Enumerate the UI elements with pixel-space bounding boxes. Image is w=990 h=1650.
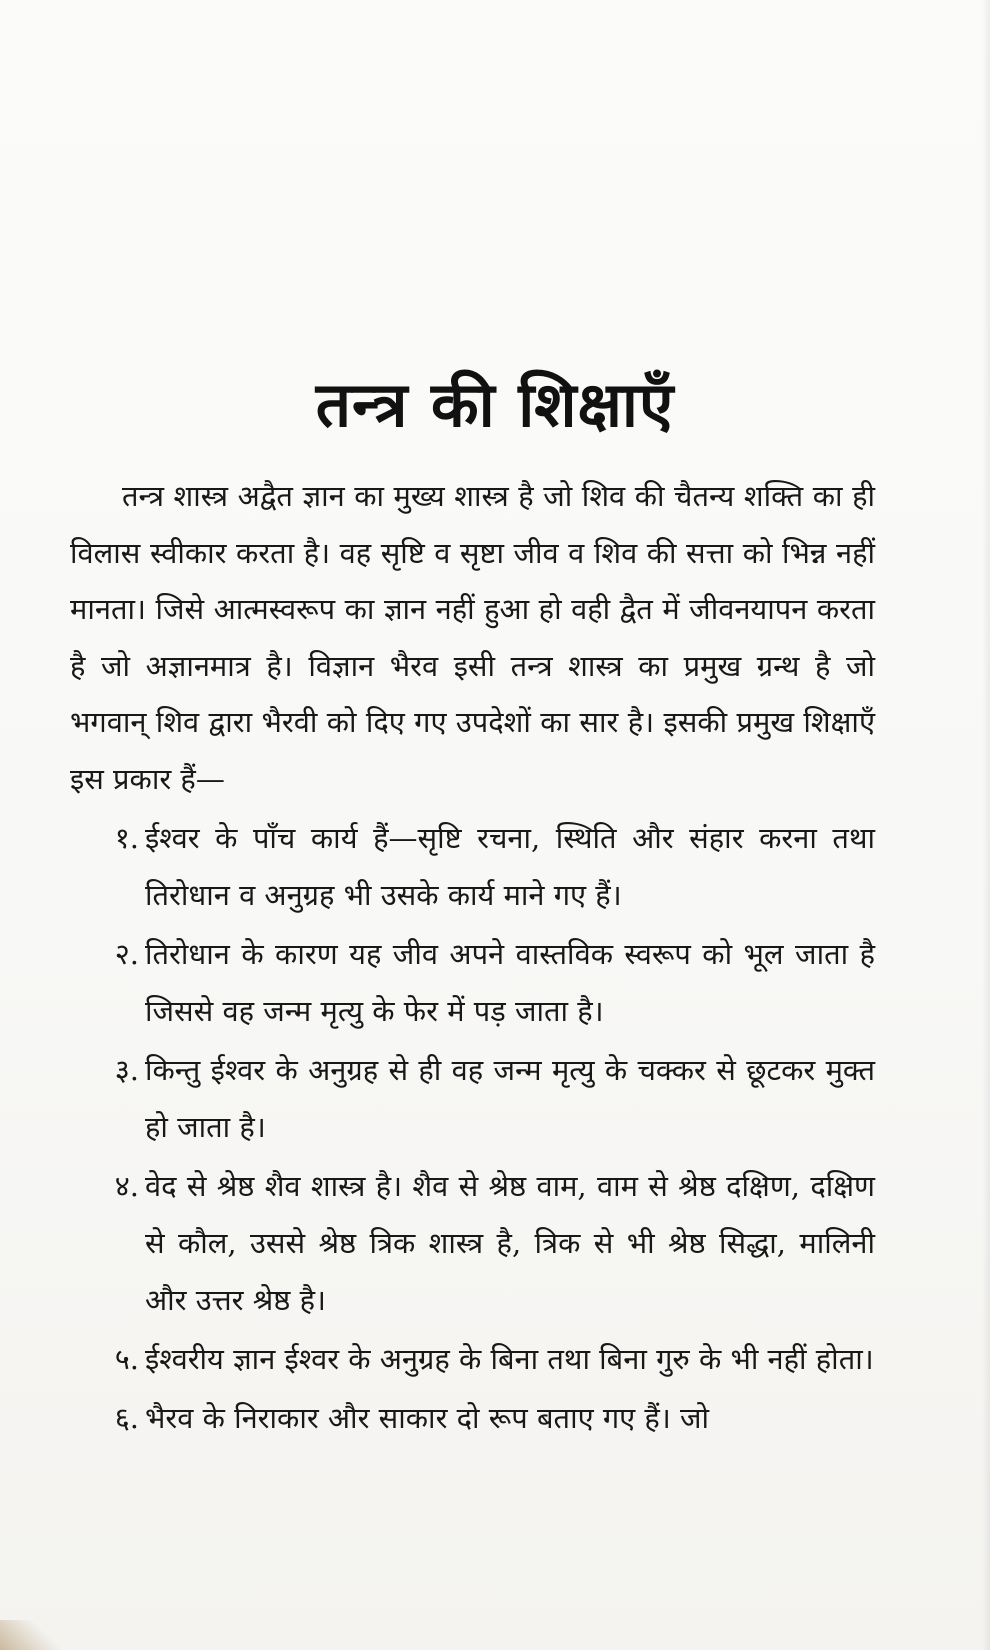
list-item-text: ईश्वर के पाँच कार्य हैं—सृष्टि रचना, स्थिति और संहार करना तथा तिरोधान व अनुग्रह भी उसके कार्य माने गए हैं। [145,821,875,912]
list-item [70,1390,875,1447]
list-item [70,1042,875,1156]
list-item-number: ३. [114,1053,139,1087]
list-item-number: ६. [114,1401,139,1435]
list-item-number: ४. [114,1169,139,1203]
list-item-number: १. [114,821,139,855]
list-item-text: तिरोधान के कारण यह जीव अपने वास्तविक स्वरूप को भूल जाता है जिससे वह जन्म मृत्यु के फेर में पड़ जाता है। [145,937,875,1028]
chapter-body [70,468,875,1449]
list-item-text: किन्तु ईश्वर के अनुग्रह से ही वह जन्म मृत्यु के चक्कर से छूटकर मुक्त हो जाता है। [145,1053,875,1144]
list-item [70,1158,875,1329]
list-item [70,1331,875,1388]
list-item [70,926,875,1040]
page-corner-shade [0,1620,60,1650]
list-item-number: २. [114,937,139,971]
intro-paragraph: तन्त्र शास्त्र अद्वैत ज्ञान का मुख्य शास्त्र है जो शिव की चैतन्य शक्ति का ही विलास स्वीकार करता है। वह सृष्टि व सृष्टा जीव व शिव की सत्ता को भिन्न नहीं मानता। जिसे आत्मस्वरूप का ज्ञान नहीं हुआ हो वही द्वैत में जीवनयापन करता है जो अज्ञानमात्र है। विज्ञान भैरव इसी तन्त्र शास्त्र का प्रमुख ग्रन्थ है जो भगवान् शिव द्वारा भैरवी को दिए गए उपदेशों का सार है। इसकी प्रमुख शिक्षाएँ इस प्रकार हैं— [70,479,875,796]
list-item-text: ईश्वरीय ज्ञान ईश्वर के अनुग्रह के बिना तथा बिना गुरु के भी नहीं होता। [145,1342,874,1376]
teachings-list [70,810,875,1447]
list-item [70,810,875,924]
chapter-title: तन्त्र की शिक्षाएँ [315,367,675,441]
list-item-number: ५. [114,1342,139,1376]
list-item-text: भैरव के निराकार और साकार दो रूप बताए गए हैं। जो [145,1401,710,1435]
page-edge-shadow [982,0,990,1650]
list-item-text: वेद से श्रेष्ठ शैव शास्त्र है। शैव से श्रेष्ठ वाम, वाम से श्रेष्ठ दक्षिण, दक्षिण से कौल, उससे श्रेष्ठ त्रिक शास्त्र है, त्रिक से भी श्रेष्ठ सिद्धा, मालिनी और उत्तर श्रेष्ठ है। [145,1169,875,1317]
